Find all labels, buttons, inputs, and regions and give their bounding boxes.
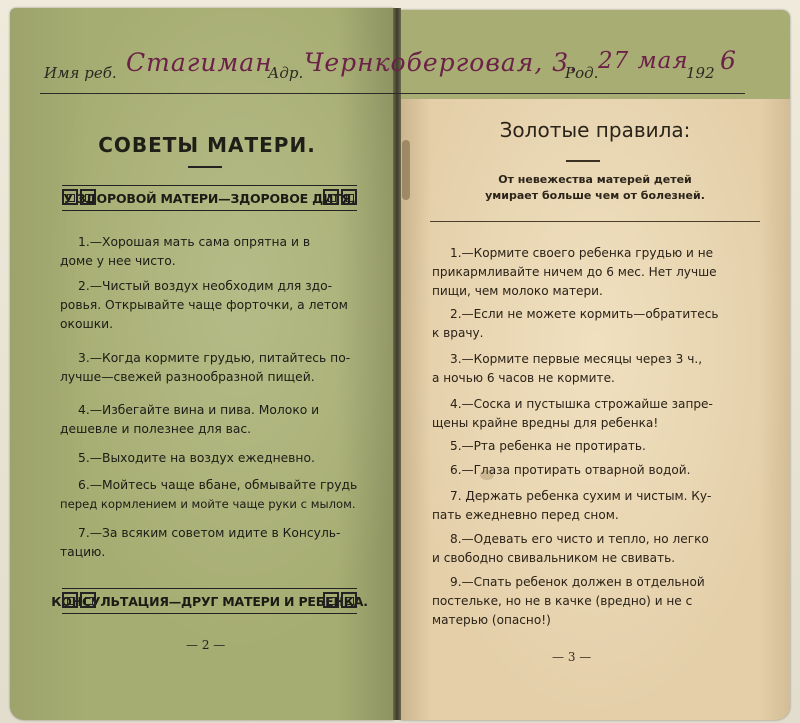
birth-label: Род. [565,64,599,82]
banner-top [62,185,357,211]
ornament-icon [62,592,78,608]
advice-4: 4.—Избегайте вина и пива. Молоко и дешевле и полезнее для вас. [60,403,320,436]
right-page-number: — 3 — [552,650,592,664]
banner-bottom [51,588,368,614]
birth-value: 27 мая [598,48,689,74]
ornament-icon [323,592,339,608]
title-dash [566,160,600,162]
motto: От невежества матерей детей умирает больше чем от болезней. [485,173,705,202]
stain-mark [402,140,410,200]
advice-2: 2.—Чистый воздух необходим для здо- ровья. Открывайте чаще форточки, а летом окошки. [60,279,348,331]
ornament-icon [341,189,357,205]
advice-5: 5.—Выходите на воздух ежедневно. [78,451,315,465]
book-spine [393,8,401,720]
name-value: Стагиман [126,48,273,77]
rule-3: 3.—Кормите первые месяцы через 3 ч., а ночью 6 часов не кормите. [432,352,703,385]
rule-6: 6.—Глаза протирать отварной водой. [450,463,691,477]
advice-7: 7.—За всяким советом идите в Консуль- тацию. [60,526,341,559]
year-handwritten: 6 [720,46,737,75]
advice-3: 3.—Когда кормите грудью, питайтесь по- лучше—свежей разнообразной пищей. [60,351,351,384]
rule-7: 7. Держать ребенка сухим и чистым. Ку- пать ежедневно перед сном. [432,489,712,522]
rule-9: 9.—Спать ребенок должен в отдельной постельке, но не в качке (вредно) и не с матерью (опасно!) [432,575,705,627]
year-printed: 192 [686,64,715,82]
rule-8: 8.—Одевать его чисто и тепло, но легко и свободно свивальником не свивать. [432,532,709,565]
ornament-icon [323,189,339,205]
name-label: Имя реб. [44,64,117,82]
banner-bottom-text: КОНСУЛЬТАЦИЯ—ДРУГ МАТЕРИ И РЕБЕНКА. [51,593,368,609]
ornament-icon [80,592,96,608]
rule-1: 1.—Кормите своего ребенка грудью и не прикармливайте ничем до 6 мес. Нет лучше пищи, чем молоко матери. [432,246,717,298]
advice-1: 1.—Хорошая мать сама опрятна и в доме у нее чисто. [60,235,311,268]
title-dash [188,166,222,168]
motto-rule [430,221,760,222]
rule-5: 5.—Рта ребенка не протирать. [450,439,646,453]
rule-4: 4.—Соска и пустышка строжайше запре- щены крайне вредны для ребенка! [432,397,713,430]
left-page-title: СОВЕТЫ МАТЕРИ. [98,133,316,157]
address-value: Чернкоберговая, 3. [304,48,579,77]
right-page-title: Золотые правила: [499,118,691,142]
banner-top-text: У ЗДОРОВОЙ МАТЕРИ—ЗДОРОВОЕ ДИТЯ. [63,190,356,206]
header-rule [40,93,745,94]
address-label: Адр. [268,64,304,82]
ornament-icon [341,592,357,608]
ornament-icon [62,189,78,205]
rule-2: 2.—Если не можете кормить—обратитесь к врачу. [432,307,719,340]
stain-mark [480,470,494,480]
ornament-icon [80,189,96,205]
left-page-number: — 2 — [186,638,226,652]
advice-6: 6.—Мойтесь чаще вбане, обмывайте грудь перед кормлением и мойте чаще руки с мылом. [60,478,358,511]
